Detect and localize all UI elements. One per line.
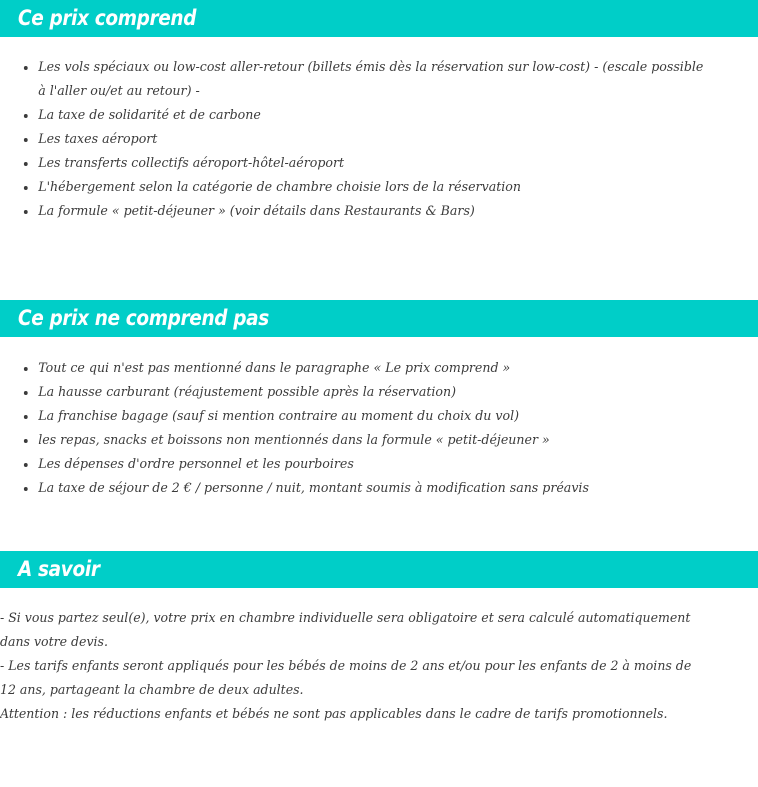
list-item: Les dépenses d'ordre personnel et les pourboires	[0, 453, 724, 477]
section-body-a-savoir	[0, 607, 758, 727]
spacer	[0, 224, 758, 300]
list-item: La hausse carburant (réajustement possible après la réservation)	[0, 381, 724, 405]
section-header-ce-prix-comprend	[0, 0, 758, 37]
spacer	[0, 588, 758, 607]
paragraph: - Si vous partez seul(e), votre prix en chambre individuelle sera obligatoire et sera calculé automatiquement dans votre devis.	[0, 611, 691, 650]
spacer	[0, 37, 758, 56]
list-item: Les vols spéciaux ou low-cost aller-retour (billets émis dès la réservation sur low-cost) - (escale possible à l'aller ou/et au retour) -	[0, 56, 724, 104]
paragraph: Attention : les réductions enfants et bébés ne sont pas applicables dans le cadre de tarifs promotionnels.	[0, 707, 668, 722]
section-header-a-savoir	[0, 551, 758, 588]
list-item: La taxe de séjour de 2 € / personne / nuit, montant soumis à modification sans préavis	[0, 477, 724, 501]
spacer	[0, 727, 758, 777]
list-item: La taxe de solidarité et de carbone	[0, 104, 724, 128]
list-item: Les taxes aéroport	[0, 128, 724, 152]
paragraph: - Les tarifs enfants seront appliqués pour les bébés de moins de 2 ans et/ou pour les enfants de 2 à moins de 12 ans, partageant la chambre de deux adultes.	[0, 659, 692, 698]
list-item: les repas, snacks et boissons non mentionnés dans la formule « petit-déjeuner »	[0, 429, 724, 453]
list-item: L'hébergement selon la catégorie de chambre choisie lors de la réservation	[0, 176, 724, 200]
section-body-ce-prix-comprend	[0, 56, 758, 224]
section-title: Ce prix ne comprend pas	[18, 306, 269, 330]
list-item: La formule « petit-déjeuner » (voir détails dans Restaurants & Bars)	[0, 200, 724, 224]
section-body-ce-prix-ne-comprend-pas	[0, 357, 758, 501]
section-title: Ce prix comprend	[18, 6, 197, 30]
spacer	[0, 501, 758, 551]
excluded-list	[0, 357, 758, 501]
section-title: A savoir	[18, 557, 100, 581]
included-list	[0, 56, 758, 224]
list-item: Tout ce qui n'est pas mentionné dans le paragraphe « Le prix comprend »	[0, 357, 724, 381]
list-item: La franchise bagage (sauf si mention contraire au moment du choix du vol)	[0, 405, 724, 429]
list-item: Les transferts collectifs aéroport-hôtel-aéroport	[0, 152, 724, 176]
spacer	[0, 337, 758, 357]
section-header-ce-prix-ne-comprend-pas	[0, 300, 758, 337]
